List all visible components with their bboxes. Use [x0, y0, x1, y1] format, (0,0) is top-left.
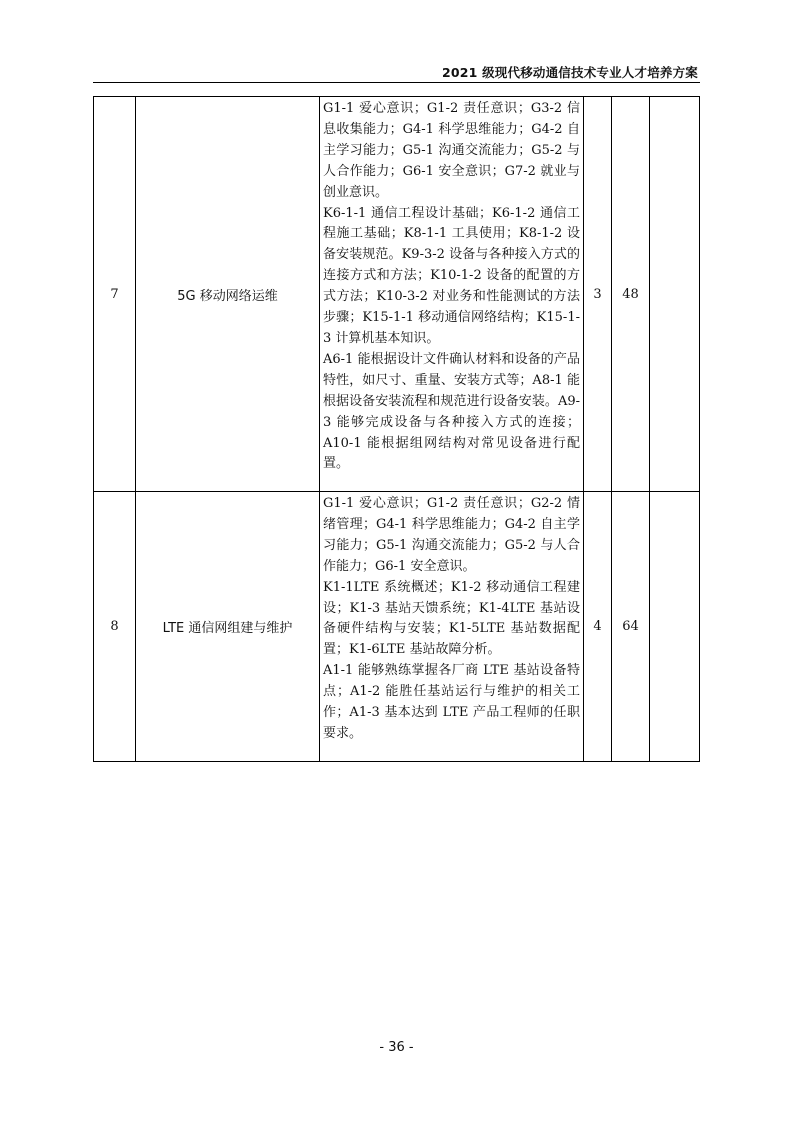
knowledge-goals: K1-1LTE 系统概述；K1-2 移动通信工程建设；K1-3 基站天馈系统；K1-4LTE 基站设备硬件结构与安装；K1-5LTE 基站数据配置；K1-6LTE 基站故障分析。: [323, 579, 580, 658]
quality-goals: G1-1 爱心意识；G1-2 责任意识；G3-2 信息收集能力；G4-1 科学思维能力；G4-2 自主学习能力；G5-1 沟通交流能力；G5-2 与人合作能力；G6-1 安全意识；G7-2 就业与创业意识。: [323, 101, 580, 200]
header-divider: [93, 82, 700, 83]
course-requirements: [320, 97, 584, 492]
course-credits: 4: [584, 492, 612, 762]
ability-goals: A1-1 能够熟练掌握各厂商 LTE 基站设备特点；A1-2 能胜任基站运行与维护的相关工作；A1-3 基本达到 LTE 产品工程师的任职要求。: [323, 663, 580, 741]
row-index: 7: [94, 97, 136, 492]
course-name: LTE 通信网组建与维护: [136, 492, 320, 762]
course-remarks: [650, 97, 700, 492]
knowledge-goals: K6-1-1 通信工程设计基础；K6-1-2 通信工程施工基础；K8-1-1 工具使用；K8-1-2 设备安装规范。K9-3-2 设备与各种接入方式的连接方式和方法；K10-1-2 设备的配置的方式方法；K10-3-2 对业务和性能测试的方法步骤；K15-1-1 移动通信网络结构；K15-1-3 计算机基本知识。: [323, 205, 580, 346]
course-requirements: [320, 492, 584, 762]
table-row: [94, 492, 700, 762]
course-name: 5G 移动网络运维: [136, 97, 320, 492]
page-number: - 36 -: [379, 1040, 414, 1055]
course-table: [93, 96, 700, 762]
quality-goals: G1-1 爱心意识；G1-2 责任意识；G2-2 情绪管理；G4-1 科学思维能力；G4-2 自主学习能力；G5-1 沟通交流能力；G5-2 与人合作能力；G6-1 安全意识。: [323, 496, 580, 574]
row-index: 8: [94, 492, 136, 762]
ability-goals: A6-1 能根据设计文件确认材料和设备的产品特性，如尺寸、重量、安装方式等；A8-1 能根据设备安装流程和规范进行设备安装。A9-3 能够完成设备与各种接入方式的连接；A10-1 能根据组网结构对常见设备进行配置。: [323, 351, 580, 472]
course-remarks: [650, 492, 700, 762]
course-hours: 64: [612, 492, 650, 762]
document-header-title: 2021 级现代移动通信技术专业人才培养方案: [441, 65, 698, 80]
table-row: [94, 97, 700, 492]
course-hours: 48: [612, 97, 650, 492]
course-credits: 3: [584, 97, 612, 492]
